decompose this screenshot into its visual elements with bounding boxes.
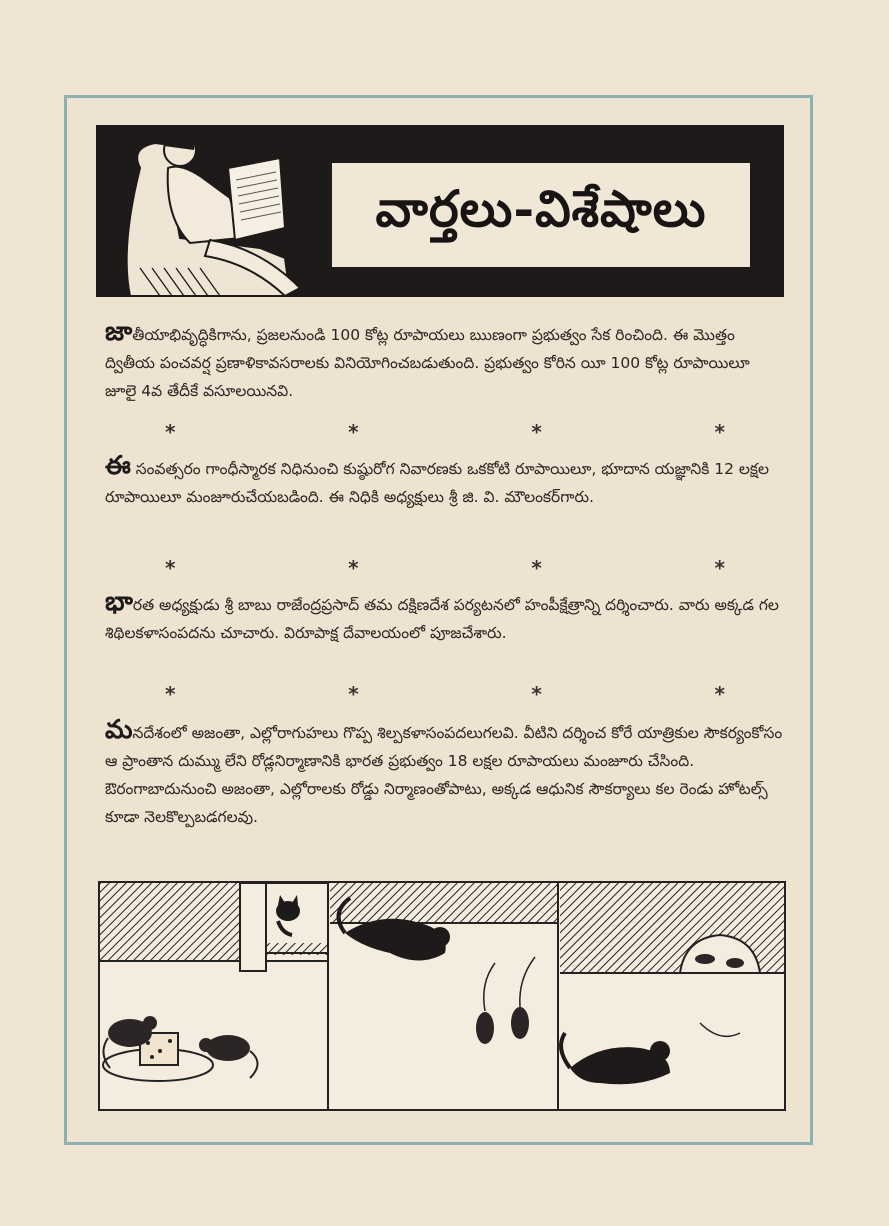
comic-panel-1 — [100, 883, 328, 1081]
news-item-2-text: సంవత్సరం గాంధీస్మారక నిధినుంచి కుష్ఠురోగ నివారణకు ఒకకోటి రూపాయిలూ, భూదాన యజ్ఞానికి 12 లక్షల రూపాయిలూ మంజూరుచేయబడింది. ఈ నిధికి అధ్యక్షులు శ్రీ జి. వి. మౌలంకర్‌గారు. — [105, 460, 769, 506]
news-item-4 — [105, 716, 785, 831]
news-item-2-lead: ఈ — [105, 451, 131, 481]
comic-strip — [98, 881, 786, 1111]
news-item-1 — [105, 318, 785, 405]
news-item-1-text: తీయాభివృద్ధికిగాను, ప్రజలనుండి 100 కోట్ల రూపాయలు ఋణంగా ప్రభుత్వం సేక రించింది. ఈ మొత్తం ద్వితీయ పంచవర్ష ప్రణాళికావసరాలకు వినియోగించబడుతుంది. ప్రభుత్వం కోరిన యీ 100 కోట్ల రూపాయిలూ జూలై 4వ తేదీకే వసూలయినవి. — [105, 326, 750, 400]
title-box — [332, 163, 750, 267]
news-item-1-lead: జా — [105, 317, 133, 347]
section-title: వార్తలు-విశేషాలు — [375, 179, 707, 238]
comic-panel-2 — [330, 883, 558, 1044]
comic-panel-3 — [560, 883, 784, 1084]
separator-3: * * * * — [165, 682, 725, 706]
separator-1: * * * * — [165, 420, 725, 444]
reader-illustration — [110, 128, 325, 296]
news-item-3-lead: భా — [105, 587, 133, 617]
news-item-3-text: రత అధ్యక్షుడు శ్రీ బాబు రాజేంద్రప్రసాద్ తమ దక్షిణదేశ పర్యటనలో హంపీక్షేత్రాన్ని దర్శించారు. వారు అక్కడ గల శిథిలకళాసంపదను చూచారు. విరూపాక్ష దేవాలయంలో పూజచేశారు. — [105, 596, 779, 642]
news-item-2 — [105, 452, 785, 511]
separator-2: * * * * — [165, 556, 725, 580]
news-item-4-lead: మ — [105, 715, 133, 745]
news-item-4-text: నదేశంలో అజంతా, ఎల్లోరాగుహలు గొప్ప శిల్పకళాసంపదలుగలవి. వీటిని దర్శించ కోరే యాత్రికుల సౌకర్యంకోసం ఆ ప్రాంతాన దుమ్ము లేని రోడ్లనిర్మాణానికి భారత ప్రభుత్వం 18 లక్షల రూపాయలు మంజూరు చేసింది. ఔరంగాబాదునుంచి అజంతా, ఎల్లోరాలకు రోడ్డు నిర్మాణంతోపాటు, అక్కడ ఆధునిక సౌకర్యాలు కల రెండు హోటల్స్ కూడా నెలకొల్పబడగలవు. — [105, 724, 783, 826]
news-item-3 — [105, 588, 785, 647]
